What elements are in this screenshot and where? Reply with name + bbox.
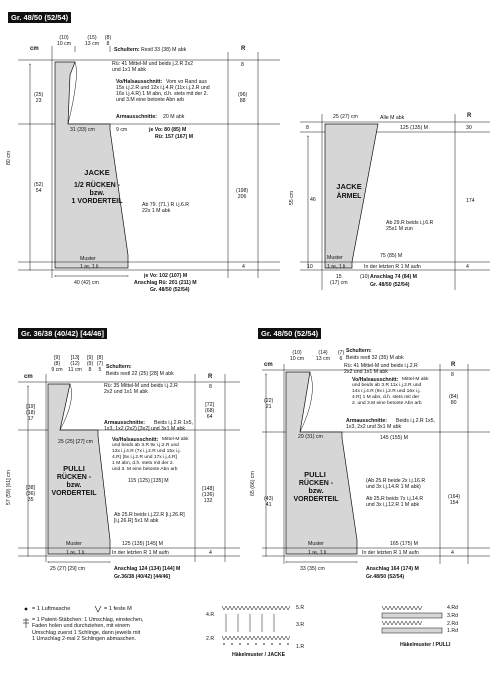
- r-value-4: 4: [242, 264, 245, 270]
- pulli-small-bottom-width: 25 (27) [29] cm: [50, 566, 85, 572]
- pulli-large-muster-rows: 1 re, 1 li: [308, 550, 327, 556]
- pulli-large-anschlag: Anschlag 164 (174) M: [366, 566, 419, 572]
- patent-symbol: [23, 618, 29, 628]
- pulli-small-col-3: [9] (9) 8: [86, 355, 94, 373]
- pulli-large-vo-hals: Vo/Halsausschnitt:: [352, 377, 399, 383]
- legend-patent: = 1 Patent-Stäbchen: 1 Umschlag, einstechen, Faden holen und durchziehen, mit einem Umschlag zuerst 1 Schlinge, dann jeweils mit 1 Umschlag 2-mal 2 Schlingen abmaschen.: [32, 617, 144, 643]
- jacke-pattern-dots: [223, 643, 289, 645]
- ru-count: Rü: 157 (167) M: [155, 134, 194, 140]
- sub-width-1: 31 (33) cm: [70, 127, 95, 133]
- armausschnitte-note: 20 M abk: [163, 114, 185, 120]
- pulli-large-r-label: R: [451, 362, 456, 368]
- r-value-3: (198) 206: [236, 188, 249, 200]
- sleeve-subtitle: ÄRMEL: [336, 193, 362, 200]
- sleeve-r-top: 30: [466, 125, 472, 131]
- pulli-small-left-upper: [19] (18) 17: [26, 404, 36, 422]
- jacke-pattern-caption: Häkelmuster / JACKE: [232, 652, 286, 658]
- feste-m-symbol: [95, 606, 101, 612]
- sleeve-muster-rows: 1 re, 1 li: [327, 264, 346, 270]
- pulli-large-m-bottom: 165 (175) M: [390, 541, 418, 547]
- pulli-small-r-1: 8: [209, 384, 212, 390]
- sleeve-height: 55 cm: [289, 190, 295, 205]
- vo-hals-label: Vo/Halsausschnitt:: [116, 79, 163, 85]
- cm-column-label: cm: [30, 46, 39, 52]
- pulli-large-schultern-note: Beids restl 32 (35) M abk: [346, 355, 404, 361]
- pulli-large-arm-note: Beids i.j.2.R 1x5, 1x3, 2x2 und 3x1 M abk: [346, 418, 435, 430]
- sleeve-width: 25 (27) cm: [333, 114, 358, 120]
- pulli-pattern-caption: Häkelmuster / PULLI: [400, 642, 451, 648]
- pulli-small-r-2: [72] (68) 64: [205, 402, 215, 420]
- col-width-1: (10) 10 cm: [56, 35, 72, 47]
- left-dim-lower: (52) 54: [34, 182, 44, 194]
- pulli-small-r-3: [148] (136) 132: [202, 486, 215, 504]
- pulli-large-arm: Armausschnitte:: [346, 418, 387, 424]
- pulli-small-schultern: Schultern:: [106, 364, 132, 370]
- sleeve-anschlag-pre: (10): [360, 274, 370, 280]
- pulli-small-size-foot: Gr.36/38 (40/42) [44/46]: [114, 574, 170, 580]
- left-dim-upper: (25) 23: [34, 92, 44, 104]
- size-footnote: Gr. 48/50 (52/54): [150, 287, 190, 293]
- pulli-large-size-foot: Gr.48/50 (52/54): [366, 574, 405, 580]
- total-height-label: 80 cm: [6, 150, 12, 165]
- pulli-large-m-mid: 145 (155) M: [380, 435, 408, 441]
- col-width-3: (8) 8: [104, 35, 112, 47]
- pulli-large-col-1: (10) 10 cm: [289, 350, 305, 362]
- sleeve-title: JACKE: [336, 182, 362, 191]
- sleeve-width-bottom: 15 (17) cm: [330, 274, 348, 286]
- pulli-small-sub-width: 25 (25) [27] cm: [58, 439, 93, 445]
- pulli-large-left-upper: (22) 21: [264, 398, 274, 410]
- pulli-large-header: Gr. 48/50 (52/54): [258, 328, 321, 339]
- pulli-small-vo-hals-note: Mittel-M abk und beids ab 3.R 9x i.j.2.R und 13x i.j.4.R (7x i.j.2.R und 15x i.j. 4.R) [5x i.j.2.R und 17x i.j.4.R] 1 M abn, d.h. stets mit der 2. und 3. M eine betonte Abn arb: [112, 437, 189, 472]
- sleeve-cm-bottom: 10: [307, 264, 313, 270]
- jacke-decrease-note: Ab 79. (71.) R i.j.6.R 22x 1 M abk: [142, 202, 189, 214]
- sleeve-left-dim: 46: [310, 197, 316, 203]
- je-vo-bottom: je Vo: 102 (107) M: [144, 273, 188, 279]
- ru-note: Rü: 41 Mittel-M und beids j.2.R 2x2 und 1x1 M abk: [112, 61, 194, 73]
- anschlag-note: Anschlag Rü: 201 (211) M: [134, 280, 197, 286]
- pulli-large-left-lower: (43) 41: [264, 496, 274, 508]
- pulli-large-ru-note: Rü: 41 Mittel-M und beids i.j.2.R 2x2 und 1x1 M abk: [344, 363, 418, 375]
- pulli-large-col-2: (14) 13 cm: [315, 350, 331, 362]
- sleeve-m-bottom: 75 (85) M: [380, 253, 403, 259]
- pulli-small-bottom-note: In der letzten R 1 M aufn: [112, 550, 169, 556]
- jacke-title: JACKE: [84, 168, 110, 177]
- sleeve-r-mid: 174: [466, 198, 475, 204]
- schultern-note: Restl 33 (38) M abk: [141, 47, 187, 53]
- pulli-large-subtitle: RÜCKEN - bzw. VORDERTEIL: [293, 480, 339, 503]
- pulli-large-decrease: (Ab 25.R beide 2x i.j.16.R und 3x i.j.14.R 1 M abk) Ab 25.R beids 7x i.j.14.R und 3x i.j.12.R 1 M abk: [366, 478, 426, 508]
- pulli-large-r-2: 4: [451, 550, 454, 556]
- pulli-large-vo-hals-note: Mittel-M abk und beids ab 3.R 11x i.j.2.R und 14x i.j.4.R (9x i.j.2.R und 16x i.j. 4.R) 1 M abn, d.h. stets mit der 2. und 3.M eine betonte Abn arb: [352, 377, 429, 406]
- pulli-large-r-1: 8: [451, 372, 454, 378]
- pulli-large-shape: [286, 372, 357, 554]
- sleeve-bottom-note: In der letzten R 1 M aufn: [364, 264, 421, 270]
- col-width-2: (15) 13 cm: [84, 35, 100, 47]
- pulli-small-m-mid: 115 (125) [135] M: [128, 478, 169, 484]
- pulli-small-vo-hals: Vo/Halsausschnitt:: [112, 437, 159, 443]
- pulli-large-bottom-note: In der letzten R 1 M aufn: [362, 550, 419, 556]
- pulli-large-muster: Muster: [308, 541, 324, 547]
- muster-rows: 1 re, 1 li: [80, 264, 99, 270]
- sleeve-r-label: R: [467, 113, 472, 119]
- pulli-small-col-1: [9] (8) 9 cm: [51, 355, 63, 373]
- pulli-large-height: 65 (66) cm: [250, 471, 256, 496]
- pulli-small-anschlag: Anschlag 124 (134) [144] M: [114, 566, 181, 572]
- jacke-row-5: 5.R: [296, 605, 305, 611]
- pulli-small-cm: cm: [24, 374, 33, 380]
- sleeve-cm-top: 8: [306, 125, 309, 131]
- pulli-small-arm-note: Beids i.j.2.R 1x5, 1x3, 1x2 (2x2) [3x2] und 3x1 M abk: [104, 420, 193, 432]
- pulli-small-arm: Armausschnitte:: [104, 420, 145, 426]
- jacke-row-1: 1.R: [296, 644, 305, 650]
- pulli-large-bottom-width: 33 (35) cm: [300, 566, 325, 572]
- pulli-small-subtitle: RÜCKEN - bzw. VORDERTEIL: [51, 474, 97, 497]
- jacke-size-header: Gr. 48/50 (52/54): [8, 12, 71, 23]
- pulli-row-2: 2.Rd: [447, 621, 458, 627]
- bottom-width: 40 (42) cm: [74, 280, 99, 286]
- sleeve-alle-m: Alle M abk: [380, 115, 405, 121]
- pulli-small-col-2: [13] (12) 11 cm: [68, 355, 82, 373]
- pulli-small-decrease: Ab 25.R beids i.j.22.R [i.j.26.R] [i.j.26.R] 5x1 M abk: [114, 512, 185, 524]
- r-value-2: (96) 88: [238, 92, 248, 104]
- schultern-label: Schultern:: [114, 47, 140, 53]
- pulli-small-muster-rows: 1 re, 1 li: [66, 550, 85, 556]
- jacke-row-3: 3.R: [296, 622, 305, 628]
- r-value-1: 8: [241, 62, 244, 68]
- jacke-row-2: 2.R: [206, 636, 215, 642]
- luftmasche-symbol: [25, 608, 28, 611]
- sub-width-2: 9 cm: [116, 127, 128, 133]
- pulli-small-title: PULLI: [63, 464, 85, 473]
- je-vo-count: je Vo: 80 (85) M: [149, 127, 187, 133]
- sleeve-anschlag: Anschlag 74 (84) M: [370, 274, 417, 280]
- pulli-small-col-4: [8] (7) 5: [96, 355, 104, 373]
- pulli-small-r-label: R: [208, 374, 213, 380]
- pulli-small-schultern-note: Beids restl 22 (25) [28] M abk: [106, 371, 174, 377]
- sleeve-muster: Muster: [327, 255, 343, 261]
- pulli-large-col-3: (7) 6: [337, 350, 345, 362]
- pulli-large-sub-width: 29 (31) cm: [298, 434, 323, 440]
- jacke-row-4: 4.R: [206, 612, 215, 618]
- jacke-pattern-chart: [222, 606, 290, 640]
- pulli-small-left-lower: [38] (36) 35: [26, 485, 36, 503]
- pulli-pattern-chart: [382, 606, 442, 633]
- sleeve-increase-note: Ab 29.R beids i.j.6.R 25x1 M zun: [386, 220, 434, 232]
- pulli-row-3: 3.Rd: [447, 613, 458, 619]
- sleeve-size-foot: Gr. 48/50 (52/54): [370, 282, 410, 288]
- armausschnitte-label: Armausschnitte:: [116, 114, 157, 120]
- pulli-large-schultern: Schultern:: [346, 348, 372, 354]
- pulli-large-title: PULLI: [304, 470, 326, 479]
- pulli-small-muster: Muster: [66, 541, 82, 547]
- pulli-row-1: 1.Rd: [447, 628, 458, 634]
- legend-feste-m: = 1 feste M: [104, 606, 132, 612]
- pulli-large-r-upper: (84) 80: [449, 394, 459, 406]
- pulli-small-height: 57 (59) [61] cm: [6, 470, 12, 505]
- pulli-large-cm: cm: [264, 362, 273, 368]
- legend-luftmasche: = 1 Luftmasche: [32, 606, 71, 612]
- muster-label: Muster: [80, 256, 96, 262]
- vo-hals-note: Vom vo Rand aus 15x i.j.2.R und 12x i.j.4.R (11x i.j.2.R und 16x i.j.4.R) 1 M abn, d.h. stets mit der 2. und 3.M eine betonte Abn arb: [116, 79, 210, 103]
- pulli-small-header: Gr. 36/38 (40/42) [44/46]: [18, 328, 107, 339]
- sleeve-r-bottom: 4: [466, 264, 469, 270]
- pulli-small-ru-note: Rü: 35 Mittel-M und beids i.j.2.R 2x2 und 1x1 M abk: [104, 383, 178, 395]
- r-column-label: R: [241, 46, 246, 52]
- pulli-row-4: 4.Rd: [447, 605, 458, 611]
- pulli-small-r-4: 4: [209, 550, 212, 556]
- sleeve-m-top: 125 (135) M: [400, 125, 428, 131]
- pulli-large-r-lower: (164) 154: [448, 494, 461, 506]
- jacke-subtitle: 1/2 RÜCKEN - bzw. 1 VORDERTEIL: [71, 182, 123, 205]
- pulli-small-m-bottom: 125 (135) [145] M: [122, 541, 163, 547]
